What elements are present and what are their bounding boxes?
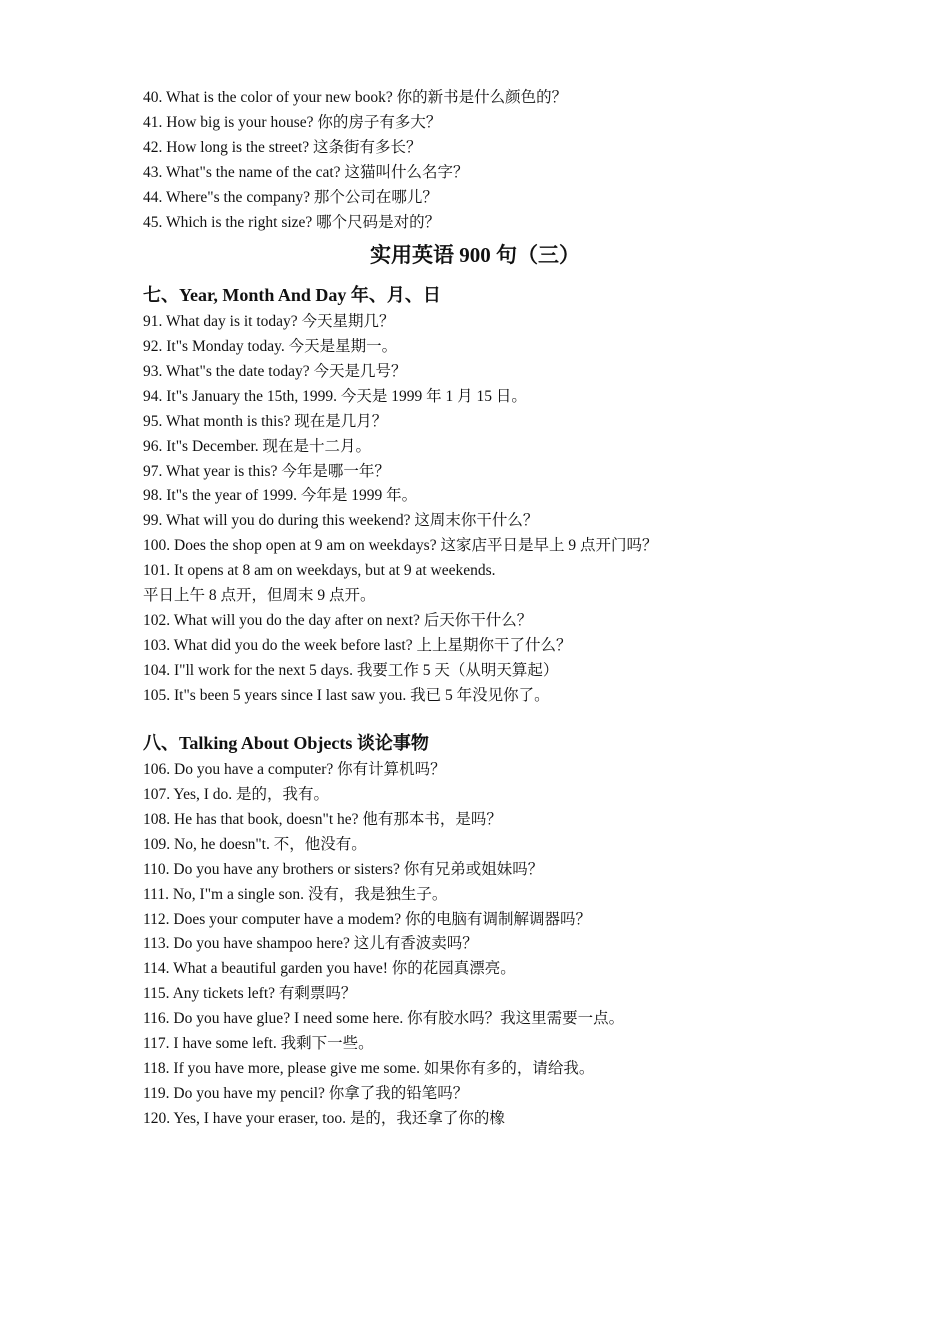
- text-line: 94. It"s January the 15th, 1999. 今天是 1999 年 1 月 15 日。: [143, 388, 527, 405]
- text-line: 103. What did you do the week before last? 上上星期你干了什么？: [143, 637, 572, 654]
- text-line: 91. What day is it today? 今天星期几？: [143, 313, 395, 330]
- text-line: 111. No, I"m a single son. 没有，我是独生子。: [143, 886, 448, 903]
- text-line: 42. How long is the street? 这条街有多长？: [143, 139, 422, 156]
- text-line: 95. What month is this? 现在是几月？: [143, 413, 388, 430]
- text-line: 93. What"s the date today? 今天是几号？: [143, 363, 407, 380]
- text-line: 117. I have some left. 我剩下一些。: [143, 1035, 374, 1052]
- text-line: 116. Do you have glue? I need some here. 你有胶水吗？我这里需要一点。: [143, 1010, 625, 1027]
- text-line: 41. How big is your house? 你的房子有多大？: [143, 114, 442, 131]
- text-line: 120. Yes, I have your eraser, too. 是的，我还拿了你的橡: [143, 1110, 505, 1127]
- text-line: 102. What will you do the day after on next? 后天你干什么？: [143, 612, 533, 629]
- text-line: 92. It"s Monday today. 今天是星期一。: [143, 338, 398, 355]
- text-line: 100. Does the shop open at 9 am on weekdays? 这家店平日是早上 9 点开门吗？: [143, 537, 658, 554]
- text-line: 45. Which is the right size? 哪个尺码是对的？: [143, 214, 441, 231]
- text-line: 109. No, he doesn"t. 不，他没有。: [143, 836, 367, 853]
- text-line: 110. Do you have any brothers or sisters? 你有兄弟或姐妹吗？: [143, 861, 544, 878]
- text-line: 112. Does your computer have a modem? 你的电脑有调制解调器吗？: [143, 911, 591, 928]
- text-line: 108. He has that book, doesn"t he? 他有那本书，是吗？: [143, 811, 502, 828]
- text-line: 105. It"s been 5 years since I last saw you. 我已 5 年没见你了。: [143, 687, 550, 704]
- text-line: 115. Any tickets left? 有剩票吗？: [143, 985, 357, 1002]
- text-line: 113. Do you have shampoo here? 这儿有香波卖吗？: [143, 935, 478, 952]
- text-line: 119. Do you have my pencil? 你拿了我的铅笔吗？: [143, 1085, 469, 1102]
- text-line: 114. What a beautiful garden you have! 你的花园真漂亮。: [143, 960, 516, 977]
- text-line: 106. Do you have a computer? 你有计算机吗？: [143, 761, 446, 778]
- text-line: 97. What year is this? 今年是哪一年？: [143, 463, 390, 480]
- section-heading: 八、Talking About Objects 谈论事物: [143, 733, 429, 753]
- text-line: 104. I"ll work for the next 5 days. 我要工作 5 天（从明天算起）: [143, 662, 559, 679]
- text-line: 118. If you have more, please give me some. 如果你有多的，请给我。: [143, 1060, 595, 1077]
- text-line: 99. What will you do during this weekend? 这周末你干什么？: [143, 512, 539, 529]
- section-heading: 七、Year, Month And Day 年、月、日: [143, 285, 441, 305]
- text-line: 平日上午 8 点开，但周末 9 点开。: [143, 587, 376, 604]
- text-line: 44. Where"s the company? 那个公司在哪儿？: [143, 189, 438, 206]
- text-line: 96. It"s December. 现在是十二月。: [143, 438, 372, 455]
- text-line: 101. It opens at 8 am on weekdays, but at 9 at weekends.: [143, 562, 496, 579]
- text-line: 43. What"s the name of the cat? 这猫叫什么名字？: [143, 164, 469, 181]
- page-title: 实用英语 900 句（三）: [370, 243, 580, 267]
- text-line: 98. It"s the year of 1999. 今年是 1999 年。: [143, 487, 418, 504]
- text-line: 107. Yes, I do. 是的，我有。: [143, 786, 330, 803]
- text-line: 40. What is the color of your new book? 你的新书是什么颜色的？: [143, 89, 568, 106]
